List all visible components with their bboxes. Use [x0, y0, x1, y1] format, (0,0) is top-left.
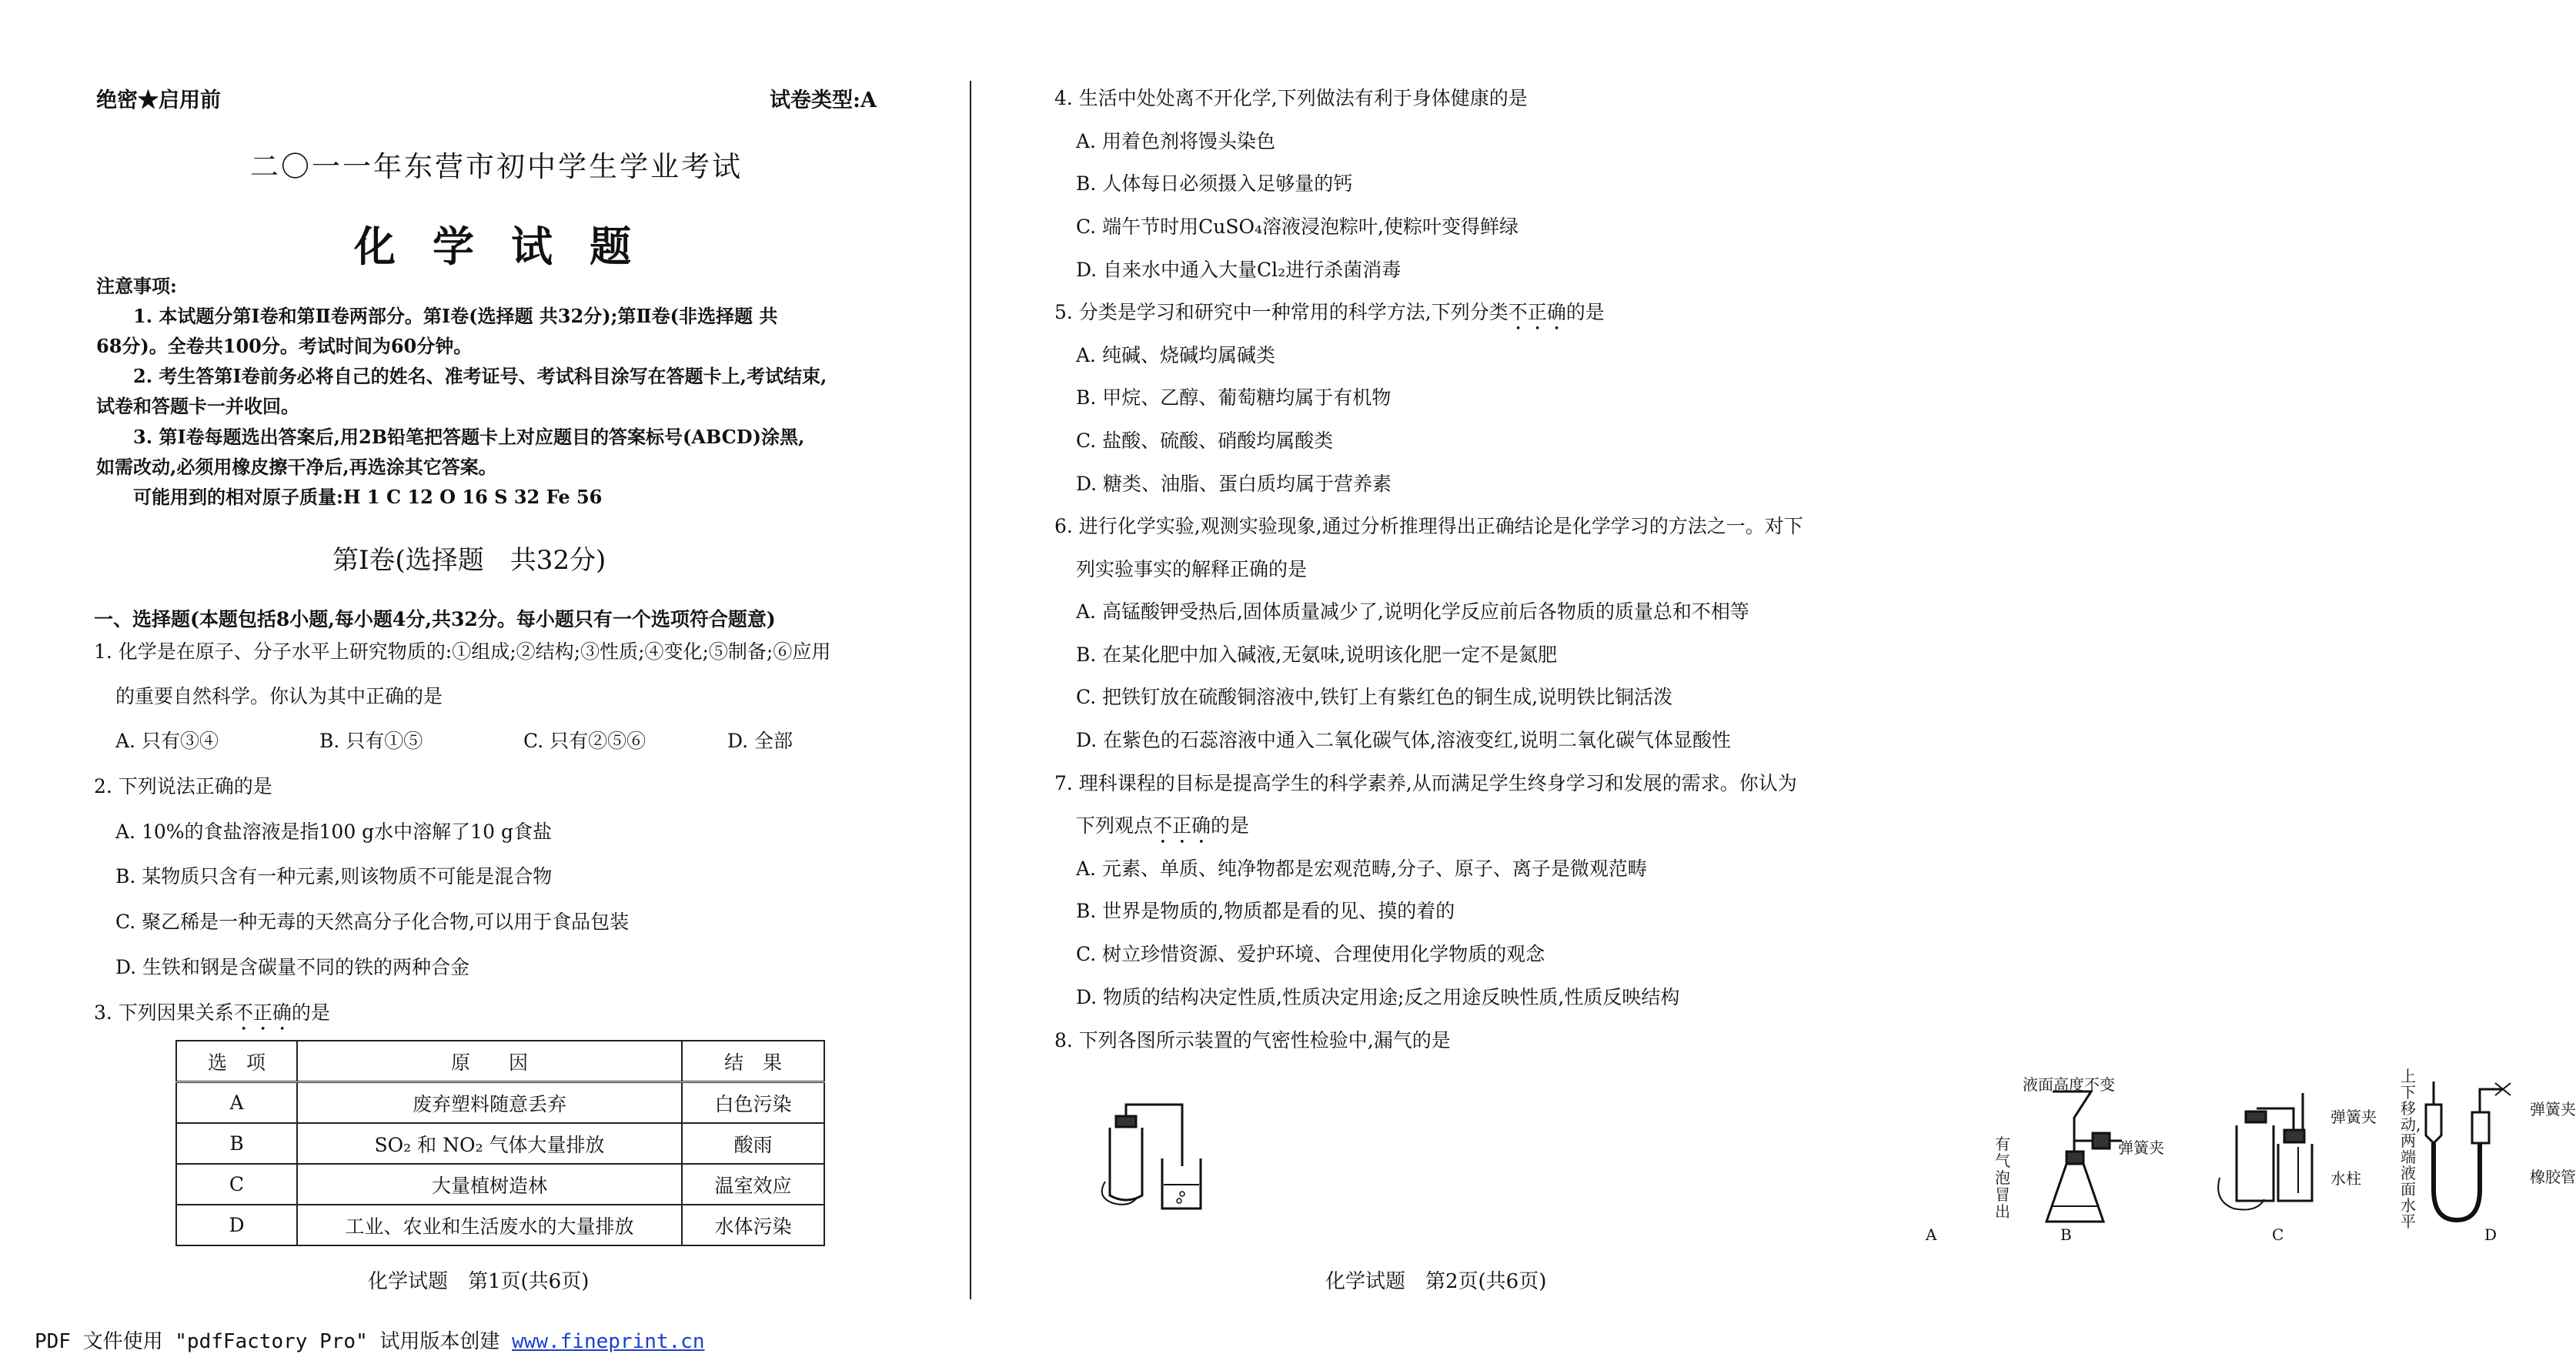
q7-stem-emphasis: 不正确 [1153, 814, 1211, 837]
q3-stem [94, 998, 330, 1035]
table-header-cause: 原 因 [297, 1041, 682, 1082]
table-cell: C [176, 1164, 297, 1205]
section1-title: 第Ⅰ卷(选择题 共32分) [332, 545, 606, 576]
q1-option-c: C. 只有②⑤⑥ [523, 730, 647, 752]
table-cell: 温室效应 [682, 1164, 824, 1205]
figure-b-level-label: 液面高度不变 [2023, 1075, 2115, 1094]
q2-option-a: A. 10%的食盐溶液是指100 g水中溶解了10 g食盐 [115, 821, 552, 843]
exam-title: 二〇一一年东营市初中学生学业考试 [250, 150, 743, 183]
q7-stem-line2 [1076, 811, 1249, 848]
figure-d-apparatus [2426, 1074, 2541, 1243]
watermark-link[interactable]: www.fineprint.cn [512, 1330, 705, 1353]
table-header-option: 选 项 [176, 1041, 297, 1082]
table-cell: SO₂ 和 NO₂ 气体大量排放 [297, 1123, 682, 1164]
q4-stem: 4. 生活中处处离不开化学,下列做法有利于身体健康的是 [1054, 87, 1528, 109]
q7-option-c: C. 树立珍惜资源、爱护环境、合理使用化学物质的观念 [1076, 943, 1545, 965]
notice-item2-line1: 2. 考生答第Ⅰ卷前务必将自己的姓名、准考证号、考试科目涂写在答题卡上,考试结束, [133, 365, 827, 387]
q3-stem-emphasis: 不正确 [233, 1001, 292, 1024]
figure-c-clamp-label: 弹簧夹 [2330, 1108, 2377, 1126]
q5-option-d: D. 糖类、油脂、蛋白质均属于营养素 [1076, 473, 1392, 495]
footer-page1: 化学试题 第1页(共6页) [368, 1270, 590, 1293]
secret-label: 绝密★启用前 [96, 89, 221, 112]
q5-option-c: C. 盐酸、硫酸、硝酸均属酸类 [1076, 430, 1334, 452]
notice-item1-line2: 68分)。全卷共100分。考试时间为60分钟。 [96, 335, 473, 357]
paper-type-label: 试卷类型:A [770, 89, 877, 112]
notice-item1-line1: 1. 本试题分第Ⅰ卷和第Ⅱ卷两部分。第Ⅰ卷(选择题 共32分);第Ⅱ卷(非选择题 共 [133, 305, 778, 327]
q5-stem-post: 的是 [1565, 301, 1605, 323]
q7-option-a: A. 元素、单质、纯净物都是宏观范畴,分子、原子、离子是微观范畴 [1076, 858, 1647, 880]
table-cell: 酸雨 [682, 1123, 824, 1164]
q5-stem-emphasis: 不正确 [1508, 301, 1566, 323]
left-page [0, 0, 970, 1364]
q2-stem: 2. 下列说法正确的是 [94, 775, 272, 797]
q7-option-b: B. 世界是物质的,物质都是看的见、摸的着的 [1076, 900, 1455, 922]
atomic-mass-line: 可能用到的相对原子质量:H 1 C 12 O 16 S 32 Fe 56 [133, 486, 603, 508]
part-heading: 一、选择题(本题包括8小题,每小题4分,共32分。每小题只有一个选项符合题意) [94, 608, 776, 630]
q5-option-a: A. 纯碱、烧碱均属碱类 [1076, 344, 1275, 366]
notice-item2-line2: 试卷和答题卡一并收回。 [96, 395, 299, 417]
q7-option-d: D. 物质的结构决定性质,性质决定用途;反之用途反映性质,性质反映结构 [1076, 986, 1680, 1008]
table-cell: 白色污染 [682, 1082, 824, 1124]
notice-heading: 注意事项: [96, 275, 177, 297]
figure-a-letter: A [1926, 1225, 1937, 1244]
watermark-text: PDF 文件使用 "pdfFactory Pro" 试用版本创建 [35, 1330, 513, 1353]
table-cell: 水体污染 [682, 1205, 824, 1245]
right-page [971, 0, 2576, 1364]
figure-b-clamp-label: 弹簧夹 [2118, 1138, 2164, 1157]
q6-option-c: C. 把铁钉放在硫酸铜溶液中,铁钉上有紫红色的铜生成,说明铁比铜活泼 [1076, 686, 1673, 708]
q7-stem-pre: 下列观点 [1076, 814, 1154, 837]
q8-stem: 8. 下列各图所示装置的气密性检验中,漏气的是 [1054, 1029, 1451, 1051]
table-row [176, 1205, 824, 1245]
table-cell: 大量植树造林 [297, 1164, 682, 1205]
q4-option-a: A. 用着色剂将馒头染色 [1076, 130, 1275, 152]
q6-option-b: B. 在某化肥中加入碱液,无氨味,说明该化肥一定不是氮肥 [1076, 644, 1558, 666]
subject-title: 化学试题 [354, 222, 668, 271]
footer-page2: 化学试题 第2页(共6页) [1325, 1270, 1547, 1293]
q6-stem-line1: 6. 进行化学实验,观测实验现象,通过分析推理得出正确结论是化学学习的方法之一。对下 [1054, 515, 1803, 537]
table-cell: 工业、农业和生活废水的大量排放 [297, 1205, 682, 1245]
q5-stem [1054, 297, 1605, 335]
q6-stem-line2: 列实验事实的解释正确的是 [1076, 558, 1308, 580]
table-row [176, 1123, 824, 1164]
figure-d-updown-label: 上下移动,两端液面水平 [2401, 1067, 2421, 1231]
q3-stem-pre: 3. 下列因果关系 [94, 1001, 234, 1024]
q4-option-c: C. 端午节时用CuSO₄溶液浸泡粽叶,使粽叶变得鲜绿 [1076, 216, 1519, 238]
q4-option-d: D. 自来水中通入大量Cl₂进行杀菌消毒 [1076, 259, 1402, 281]
q7-stem-line1: 7. 理科课程的目标是提高学生的科学素养,从而满足学生终身学习和发展的需求。你认为 [1054, 772, 1797, 794]
table-row [176, 1164, 824, 1205]
figure-b-letter: B [2060, 1225, 2072, 1244]
table-cell: D [176, 1205, 297, 1245]
figure-c-water-label: 水柱 [2330, 1169, 2361, 1188]
figure-d-tube-label: 橡胶管 [2530, 1168, 2576, 1186]
figure-b-apparatus [2045, 1087, 2168, 1241]
q4-option-b: B. 人体每日必须摄入足够量的钙 [1076, 172, 1353, 195]
table-header-result: 结 果 [682, 1041, 824, 1082]
figure-a-apparatus [1099, 1089, 1222, 1251]
q1-stem-line1: 1. 化学是在原子、分子水平上研究物质的:①组成;②结构;③性质;④变化;⑤制备;⑥应用 [94, 640, 831, 663]
table-cell: B [176, 1123, 297, 1164]
q3-cause-table [175, 1040, 825, 1246]
q6-option-a: A. 高锰酸钾受热后,固体质量减少了,说明化学反应前后各物质的质量总和不相等 [1076, 600, 1749, 623]
table-cell: A [176, 1082, 297, 1124]
figure-a-bubbles-label: 有气泡冒出 [1995, 1135, 2010, 1221]
q6-option-d: D. 在紫色的石蕊溶液中通入二氧化碳气体,溶液变红,说明二氧化碳气体显酸性 [1076, 729, 1731, 751]
q1-option-a: A. 只有③④ [115, 730, 219, 752]
q5-option-b: B. 甲烷、乙醇、葡萄糖均属于有机物 [1076, 386, 1392, 409]
table-header-row [176, 1041, 824, 1082]
q1-stem-line2: 的重要自然科学。你认为其中正确的是 [115, 685, 443, 707]
q5-stem-pre: 5. 分类是学习和研究中一种常用的科学方法,下列分类 [1054, 301, 1509, 323]
notice-item3-line2: 如需改动,必须用橡皮擦干净后,再选涂其它答案。 [96, 456, 497, 478]
notice-item3-line1: 3. 第Ⅰ卷每题选出答案后,用2B铅笔把答题卡上对应题目的答案标号(ABCD)涂黑, [133, 426, 805, 448]
q1-option-d: D. 全部 [727, 730, 794, 752]
q2-option-b: B. 某物质只含有一种元素,则该物质不可能是混合物 [115, 865, 553, 888]
q7-stem-post: 的是 [1211, 814, 1250, 837]
figure-d-clamp-label: 弹簧夹 [2530, 1100, 2576, 1118]
figure-c-apparatus [2218, 1093, 2341, 1232]
q2-option-c: C. 聚乙稀是一种无毒的天然高分子化合物,可以用于食品包装 [115, 911, 630, 933]
table-cell: 废弃塑料随意丢弃 [297, 1082, 682, 1124]
figure-d-letter: D [2484, 1225, 2497, 1244]
q2-option-d: D. 生铁和钢是含碳量不同的铁的两种合金 [115, 956, 470, 978]
table-row [176, 1082, 824, 1124]
figure-c-letter: C [2272, 1225, 2284, 1244]
pdf-watermark [35, 1326, 704, 1354]
q3-stem-post: 的是 [291, 1001, 330, 1024]
q1-option-b: B. 只有①⑤ [319, 730, 423, 752]
